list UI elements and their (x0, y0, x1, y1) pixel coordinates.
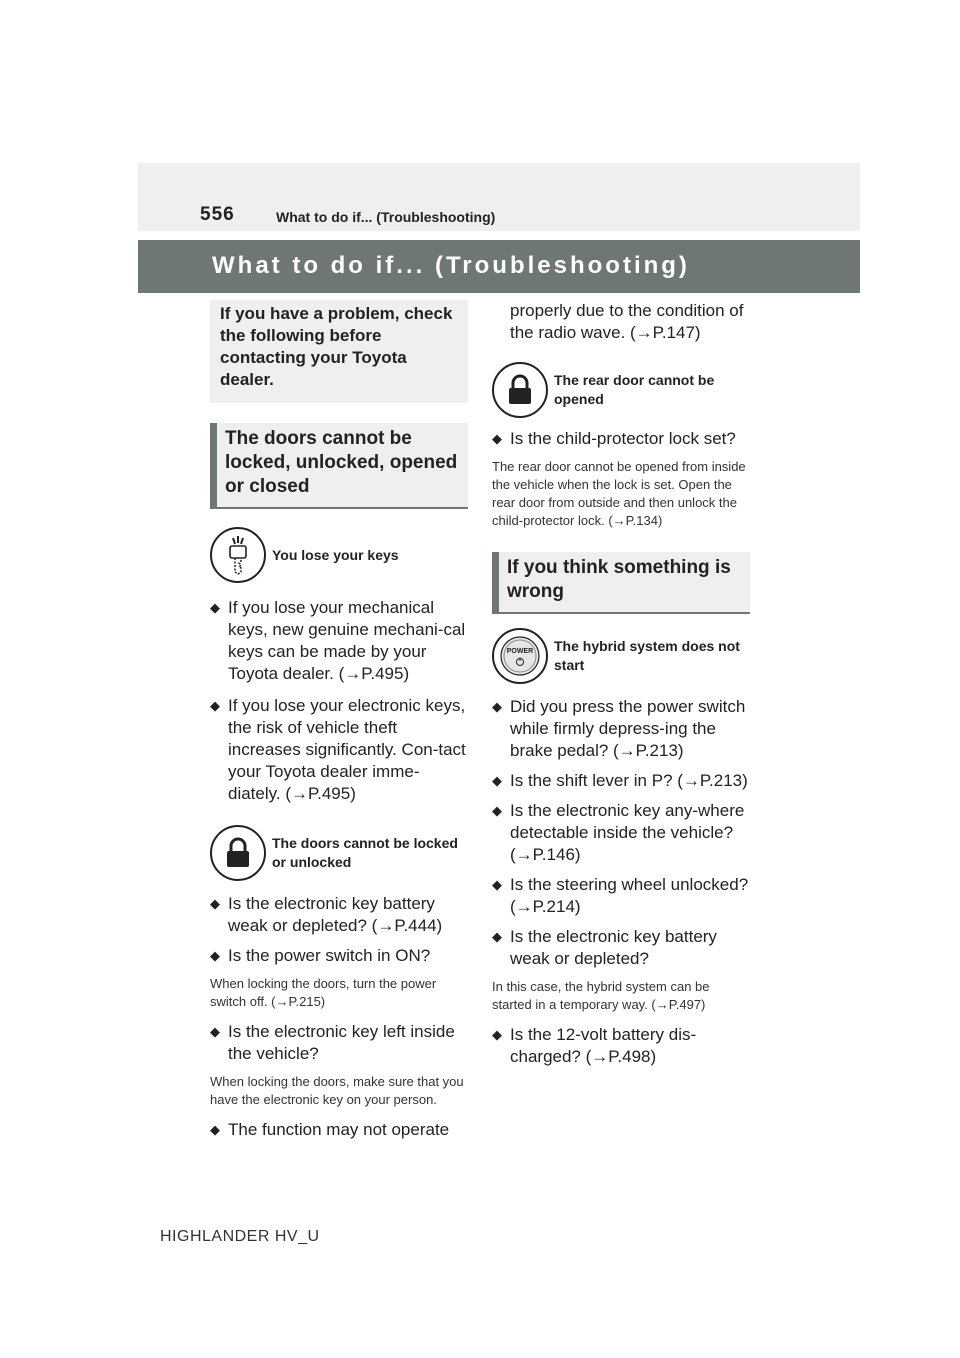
lose-keys-label: You lose your keys (272, 546, 399, 563)
hybrid-bullet-4: ◆ Is the steering wheel unlocked? (→P.214) (492, 874, 750, 918)
battery-bullet: ◆ Is the electronic key battery weak or depleted? (→P.444) (210, 893, 468, 937)
hybrid-note: In this case, the hybrid system can be started in a temporary way. (→P.497) (492, 979, 710, 1012)
section-title: What to do if... (Troubleshooting) (212, 252, 690, 279)
rear-door-label: The rear door cannot be opened (554, 372, 715, 407)
child-lock-note: The rear door cannot be opened from inside the vehicle when the lock is set. Open the rear door from outside and then unlock the child-protector lock. (→P.134) (492, 459, 746, 528)
cannot-lock-label: The doors cannot be locked or unlocked (272, 835, 458, 870)
lock-icon (492, 362, 548, 418)
hybrid-bullet-5: ◆ Is the electronic key battery weak or depleted? (492, 926, 750, 970)
power-switch-bullet: ◆ Is the power switch in ON? (210, 945, 468, 967)
right-column (492, 300, 750, 1068)
radio-wave-bullet: ◆ The function may not operate (210, 1119, 468, 1141)
hybrid-bullet-1: ◆ Did you press the power switch while firmly depress-ing the brake pedal? (→P.213) (492, 696, 750, 762)
running-title: What to do if... (Troubleshooting) (276, 209, 496, 225)
hybrid-row (492, 628, 750, 684)
doors-heading: The doors cannot be locked, unlocked, opened or closed (210, 423, 468, 509)
power-icon-text: POWER (506, 648, 534, 655)
hybrid-bullet-3: ◆ Is the electronic key any-where detectable inside the vehicle? (→P.146) (492, 800, 750, 866)
page-number: 556 (200, 204, 235, 225)
lock-icon (210, 825, 266, 881)
hybrid-bullet-6: ◆ Is the 12-volt battery dis-charged? (→P.498) (492, 1024, 750, 1068)
footer-model: HIGHLANDER HV_U (160, 1228, 320, 1245)
left-column (210, 300, 468, 1141)
cannot-lock-row (210, 825, 468, 881)
header-band (138, 163, 860, 231)
rear-door-row (492, 362, 750, 418)
power-switch-note: When locking the doors, turn the power switch off. (→P.215) (210, 976, 437, 1009)
child-lock-bullet: ◆ Is the child-protector lock set? (492, 428, 750, 450)
radio-wave-continued: properly due to the condition of the radio wave. (→P.147) (510, 301, 744, 342)
lose-keys-bullet-1: ◆ If you lose your mechanical keys, new genuine mechani-cal keys can be made by your Toyota dealer. (→P.495) (210, 597, 468, 685)
something-wrong-heading: If you think something is wrong (492, 552, 750, 614)
lose-keys-bullet-2: ◆ If you lose your electronic keys, the risk of vehicle theft increases significantly. Con-tact your Toyota dealer imme-diately. (→P.495) (210, 695, 468, 805)
key-inside-note: When locking the doors, make sure that you have the electronic key on your person. (210, 1074, 464, 1107)
power-button-icon (492, 628, 548, 684)
key-icon (210, 527, 266, 583)
key-inside-bullet: ◆ Is the electronic key left inside the vehicle? (210, 1021, 468, 1065)
intro-box: If you have a problem, check the following before contacting your Toyota dealer. (210, 300, 468, 403)
lose-keys-row (210, 527, 468, 583)
hybrid-bullet-2: ◆ Is the shift lever in P? (→P.213) (492, 770, 750, 792)
hybrid-label: The hybrid system does not start (554, 638, 740, 673)
